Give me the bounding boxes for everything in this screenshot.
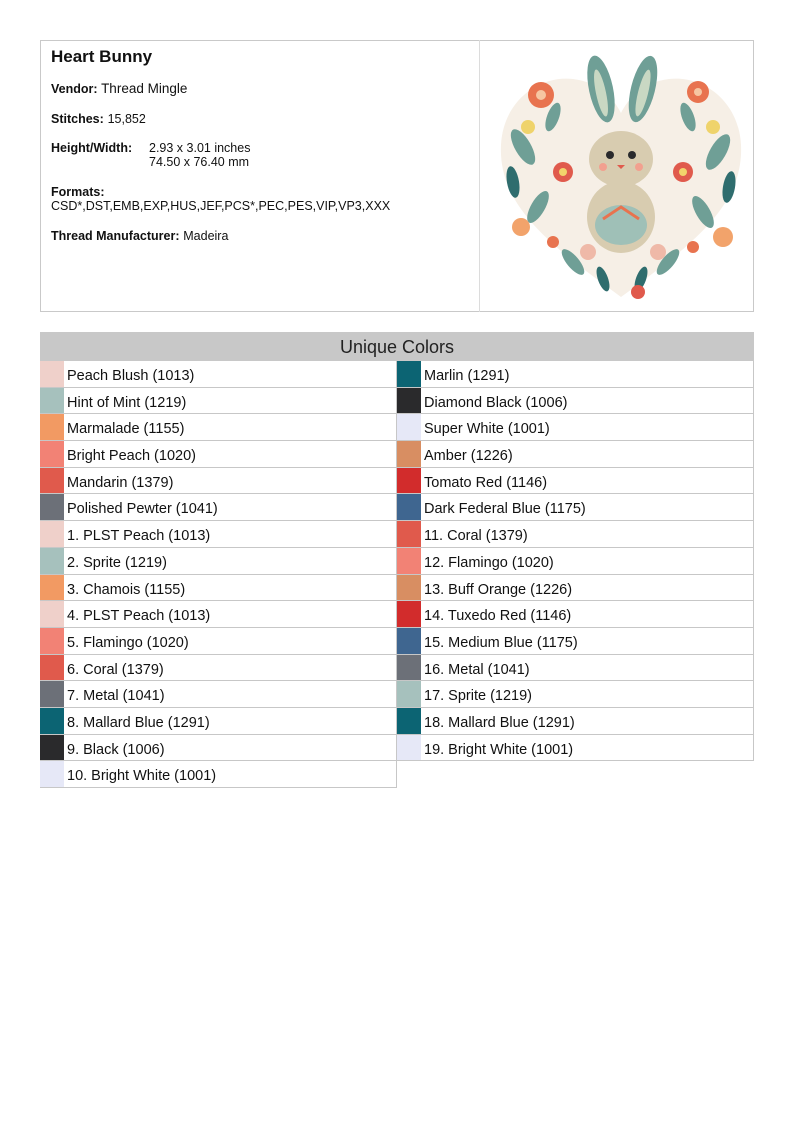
- height-width-line: [51, 140, 132, 155]
- color-swatch: [40, 735, 64, 761]
- color-swatch: [397, 601, 421, 627]
- design-title: Heart Bunny: [51, 47, 153, 66]
- color-label: Marmalade (1155): [67, 421, 185, 438]
- color-label: 18. Mallard Blue (1291): [424, 714, 575, 731]
- color-row: [40, 521, 397, 548]
- color-swatch: [397, 441, 421, 467]
- color-label: 19. Bright White (1001): [424, 741, 574, 758]
- color-label: 2. Sprite (1219): [67, 554, 167, 571]
- color-row: [397, 548, 754, 575]
- unique-colors-header: Unique Colors: [40, 332, 754, 361]
- color-label: Tomato Red (1146): [424, 474, 548, 491]
- color-row: [397, 441, 754, 468]
- height-width-inches: 2.93 x 3.01 inches: [149, 141, 251, 155]
- color-swatch: [397, 361, 421, 387]
- color-row: [397, 361, 754, 388]
- color-swatch: [397, 521, 421, 547]
- color-swatch: [397, 414, 421, 440]
- color-row: [397, 521, 754, 548]
- color-swatch: [397, 628, 421, 654]
- color-swatch: [397, 655, 421, 681]
- color-swatch: [40, 414, 64, 440]
- stitches-label: Stitches:: [51, 112, 104, 126]
- color-row: [40, 761, 397, 788]
- color-row: [40, 388, 397, 415]
- unique-colors-section: [40, 332, 754, 785]
- vendor-line: [51, 81, 187, 96]
- color-label: Dark Federal Blue (1175): [424, 501, 586, 518]
- color-label: 12. Flamingo (1020): [424, 554, 554, 571]
- color-row: [40, 441, 397, 468]
- color-label: 9. Black (1006): [67, 741, 165, 758]
- color-label: Super White (1001): [424, 421, 550, 438]
- color-swatch: [40, 494, 64, 520]
- color-row: [397, 655, 754, 682]
- color-row: [40, 548, 397, 575]
- color-swatch: [40, 441, 64, 467]
- color-label: 8. Mallard Blue (1291): [67, 714, 210, 731]
- color-swatch: [397, 708, 421, 734]
- color-swatch: [397, 494, 421, 520]
- design-info-panel: [40, 40, 754, 312]
- color-row: [40, 575, 397, 602]
- color-label: Polished Pewter (1041): [67, 501, 218, 518]
- color-row: [40, 494, 397, 521]
- color-swatch: [40, 468, 64, 494]
- color-label: 3. Chamois (1155): [67, 581, 186, 598]
- color-label: Peach Blush (1013): [67, 368, 195, 384]
- color-row: [40, 601, 397, 628]
- color-swatch: [40, 708, 64, 734]
- formats-line: [51, 184, 104, 199]
- color-label: Mandarin (1379): [67, 474, 174, 491]
- color-row: [397, 601, 754, 628]
- color-label: Bright Peach (1020): [67, 448, 196, 465]
- color-row: [40, 735, 397, 762]
- color-label: Hint of Mint (1219): [67, 394, 187, 411]
- color-row: [397, 735, 754, 762]
- heart-bunny-artwork: [493, 47, 749, 305]
- color-label: 1. PLST Peach (1013): [67, 528, 211, 545]
- color-row: [397, 628, 754, 655]
- color-swatch: [397, 575, 421, 601]
- color-swatch: [397, 735, 421, 761]
- color-swatch: [397, 468, 421, 494]
- color-row: [397, 468, 754, 495]
- color-label: Amber (1226): [424, 448, 513, 465]
- color-row: [40, 361, 397, 388]
- thread-manufacturer-line: [51, 228, 228, 243]
- color-swatch: [40, 628, 64, 654]
- panel-divider: [479, 40, 480, 312]
- color-row: [397, 681, 754, 708]
- colors-column-left: [40, 361, 397, 788]
- height-width-label: Height/Width:: [51, 141, 133, 155]
- color-label: 13. Buff Orange (1226): [424, 581, 573, 598]
- color-label: Marlin (1291): [424, 368, 510, 384]
- color-swatch: [397, 388, 421, 414]
- color-label: 14. Tuxedo Red (1146): [424, 608, 572, 625]
- color-row: [40, 708, 397, 735]
- color-row: [40, 468, 397, 495]
- color-row: [397, 494, 754, 521]
- color-label: 16. Metal (1041): [424, 661, 530, 678]
- color-swatch: [40, 575, 64, 601]
- color-label: 7. Metal (1041): [67, 688, 165, 705]
- color-swatch: [397, 681, 421, 707]
- color-label: 17. Sprite (1219): [424, 688, 533, 705]
- color-swatch: [40, 548, 64, 574]
- color-row: [40, 681, 397, 708]
- colors-column-right: [397, 361, 754, 761]
- color-row: [397, 388, 754, 415]
- color-swatch: [40, 388, 64, 414]
- color-swatch: [40, 361, 64, 387]
- thread-manufacturer-value: Madeira: [183, 229, 229, 243]
- color-swatch: [40, 681, 64, 707]
- formats-label: Formats:: [51, 185, 105, 199]
- color-row: [40, 414, 397, 441]
- color-label: 5. Flamingo (1020): [67, 634, 189, 651]
- color-swatch: [40, 761, 64, 787]
- color-label: Diamond Black (1006): [424, 394, 568, 411]
- color-swatch: [40, 521, 64, 547]
- color-row: [397, 708, 754, 735]
- vendor-value: Thread Mingle: [101, 81, 188, 96]
- stitches-value: 15,852: [107, 112, 146, 126]
- color-swatch: [40, 601, 64, 627]
- color-row: [397, 575, 754, 602]
- stitches-line: [51, 111, 146, 126]
- color-swatch: [397, 548, 421, 574]
- color-row: [40, 655, 397, 682]
- thread-manufacturer-label: Thread Manufacturer:: [51, 229, 180, 243]
- color-label: 10. Bright White (1001): [67, 768, 217, 785]
- color-label: 6. Coral (1379): [67, 661, 164, 678]
- color-row: [40, 628, 397, 655]
- color-swatch: [40, 655, 64, 681]
- color-label: 15. Medium Blue (1175): [424, 634, 578, 651]
- formats-value: CSD*,DST,EMB,EXP,HUS,JEF,PCS*,PEC,PES,VIP,VP3,XXX: [51, 199, 391, 213]
- color-label: 4. PLST Peach (1013): [67, 608, 211, 625]
- color-row: [397, 414, 754, 441]
- color-label: 11. Coral (1379): [424, 528, 528, 545]
- height-width-mm: 74.50 x 76.40 mm: [149, 155, 250, 169]
- vendor-label: Vendor:: [51, 82, 98, 96]
